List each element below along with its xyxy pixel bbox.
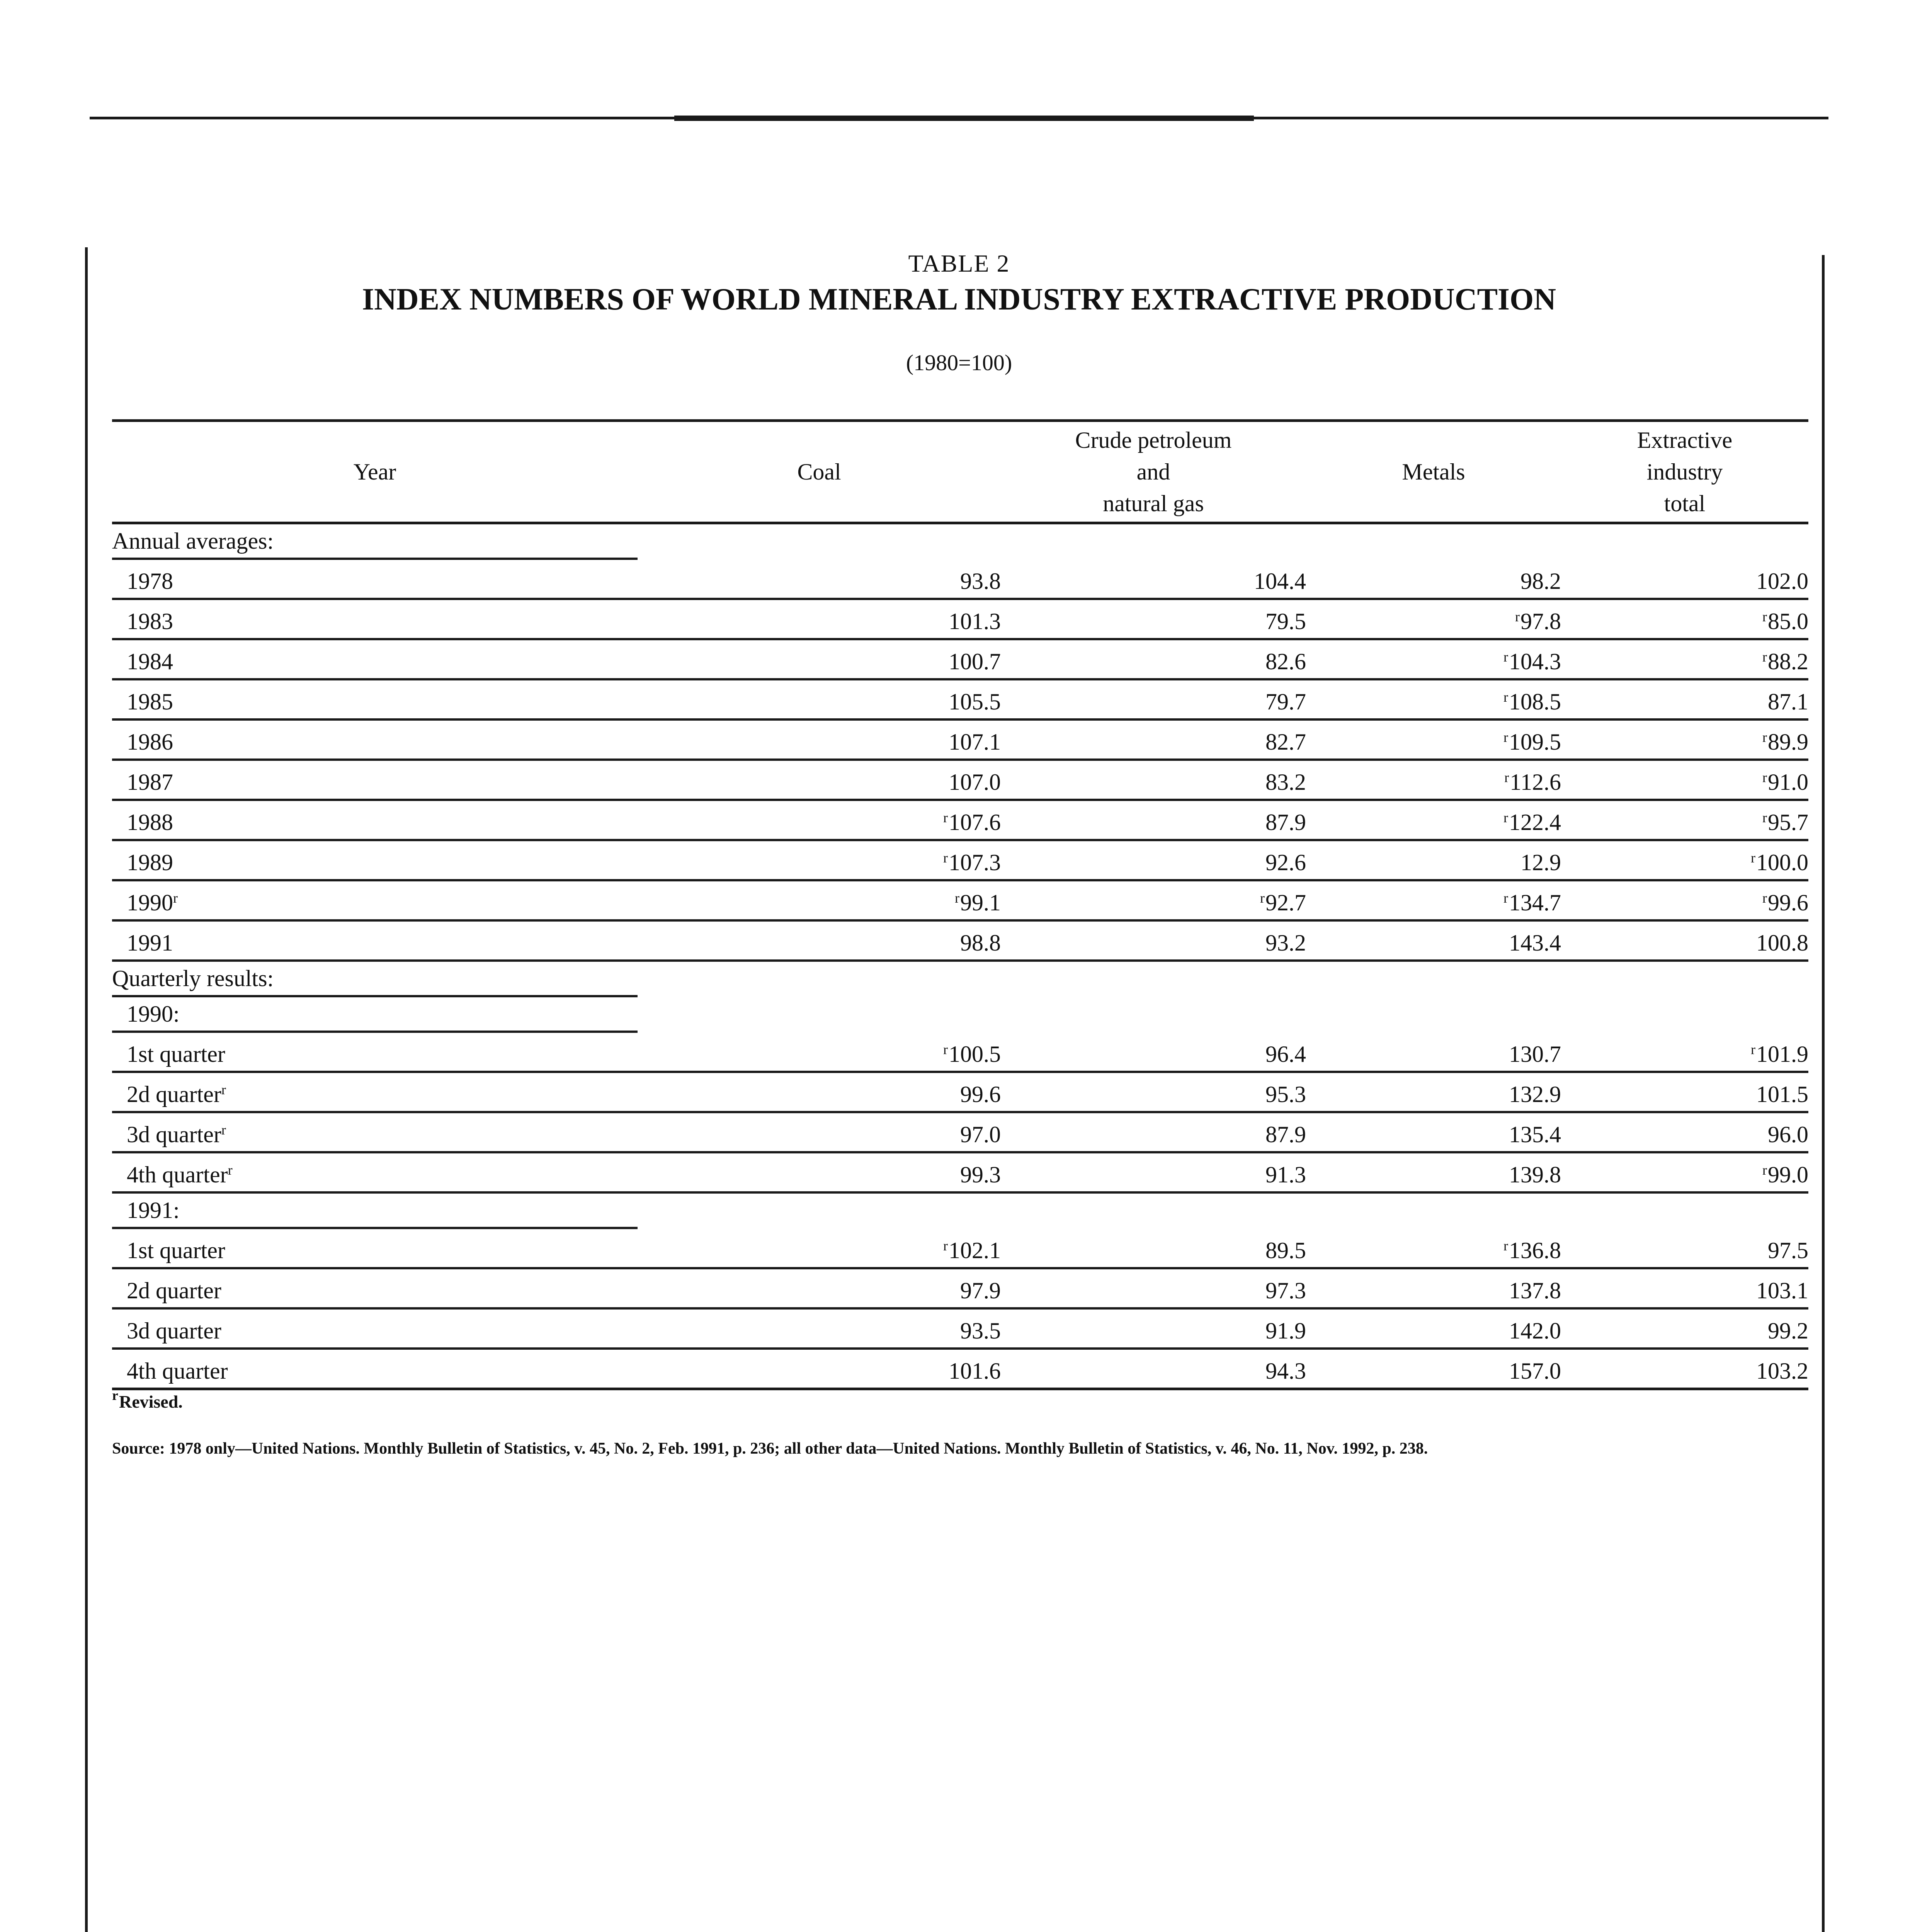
header-metals: Metals: [1306, 421, 1561, 523]
cell-metals-value: 122.4: [1509, 810, 1561, 835]
cell-year-value: 4th quarter: [127, 1358, 228, 1384]
cell-coal-value: 93.5: [960, 1318, 1001, 1344]
cell-year: [112, 1032, 638, 1072]
table-row: [112, 880, 1808, 920]
cell-year-value: 1991: [127, 930, 173, 956]
header-crude: [1001, 421, 1306, 523]
revised-mark: r: [1260, 890, 1265, 906]
cell-crude: [1001, 1072, 1306, 1112]
cell-coal-value: 100.7: [949, 649, 1001, 674]
table-row: [112, 840, 1808, 880]
cell-year: [112, 679, 638, 719]
cell-crude-value: 83.2: [1265, 769, 1306, 795]
section-quarterly-label: Quarterly results:: [112, 961, 638, 996]
revised-mark: r: [1503, 730, 1508, 745]
cell-crude: [1001, 800, 1306, 840]
cell-metals-value: 143.4: [1509, 930, 1561, 956]
section-1990: [112, 996, 1808, 1032]
table-row: [112, 1308, 1808, 1349]
cell-total-value: 85.0: [1768, 609, 1808, 634]
cell-coal: [638, 719, 1001, 760]
cell-total-value: 91.0: [1768, 769, 1808, 795]
table-row: [112, 1072, 1808, 1112]
cell-crude: [1001, 639, 1306, 679]
revised-mark: r: [221, 1082, 226, 1097]
cell-metals: [1306, 1152, 1561, 1192]
cell-metals-value: 97.8: [1520, 609, 1561, 634]
cell-metals: [1306, 559, 1561, 599]
cell-crude-value: 95.3: [1265, 1082, 1306, 1107]
cell-metals-value: 157.0: [1509, 1358, 1561, 1384]
header-year: Year: [112, 421, 638, 523]
footnote: [112, 1387, 183, 1412]
cell-total: [1561, 1152, 1808, 1192]
table-row: [112, 1228, 1808, 1268]
cell-coal: [638, 880, 1001, 920]
revised-mark: r: [221, 1122, 226, 1138]
section-annual-label: Annual averages:: [112, 523, 638, 559]
cell-coal: [638, 760, 1001, 800]
cell-coal: [638, 1112, 1001, 1152]
cell-total: [1561, 639, 1808, 679]
revised-mark: r: [943, 850, 948, 866]
revised-mark: r: [955, 890, 959, 906]
cell-total-value: 95.7: [1768, 810, 1808, 835]
revised-mark: r: [1762, 730, 1767, 745]
cell-metals: [1306, 719, 1561, 760]
cell-metals: [1306, 1349, 1561, 1389]
cell-total-value: 87.1: [1768, 689, 1808, 714]
left-margin-line: [85, 247, 88, 1932]
cell-coal-value: 101.3: [949, 609, 1001, 634]
cell-total-value: 97.5: [1768, 1238, 1808, 1263]
cell-metals: [1306, 800, 1561, 840]
cell-year-value: 1988: [127, 810, 173, 835]
cell-crude-value: 92.7: [1265, 890, 1306, 915]
footnote-mark: r: [112, 1388, 118, 1403]
cell-metals-value: 137.8: [1509, 1278, 1561, 1303]
cell-total: [1561, 1072, 1808, 1112]
table-row: [112, 800, 1808, 840]
table-header-row: [112, 421, 1808, 523]
cell-crude: [1001, 920, 1306, 961]
cell-metals: [1306, 1228, 1561, 1268]
revised-mark: r: [1503, 810, 1508, 825]
cell-total-value: 101.5: [1756, 1082, 1808, 1107]
cell-total: [1561, 719, 1808, 760]
empty-cell: [1001, 1192, 1306, 1228]
cell-crude: [1001, 840, 1306, 880]
table-row: [112, 599, 1808, 639]
cell-metals: [1306, 760, 1561, 800]
empty-cell: [1306, 523, 1561, 559]
top-rule-heavy-segment: [674, 116, 1254, 121]
cell-metals: [1306, 599, 1561, 639]
cell-coal: [638, 1308, 1001, 1349]
cell-metals: [1306, 679, 1561, 719]
cell-total-value: 103.2: [1756, 1358, 1808, 1384]
cell-coal: [638, 1268, 1001, 1308]
cell-coal: [638, 1072, 1001, 1112]
cell-total: [1561, 800, 1808, 840]
cell-total-value: 101.9: [1756, 1041, 1808, 1067]
cell-metals-value: 132.9: [1509, 1082, 1561, 1107]
cell-year-value: 2d quarter: [127, 1082, 221, 1107]
empty-cell: [1561, 523, 1808, 559]
cell-total: [1561, 1308, 1808, 1349]
cell-crude-value: 82.7: [1265, 729, 1306, 755]
cell-crude-value: 87.9: [1265, 810, 1306, 835]
empty-cell: [1001, 961, 1306, 996]
section-1991: [112, 1192, 1808, 1228]
revised-mark: r: [943, 1042, 948, 1057]
cell-total: [1561, 1032, 1808, 1072]
table-row: [112, 1152, 1808, 1192]
header-crude-line2: and: [1136, 459, 1170, 485]
cell-year: [112, 719, 638, 760]
empty-cell: [638, 961, 1001, 996]
cell-year-value: 1st quarter: [127, 1238, 225, 1263]
cell-total-value: 99.0: [1768, 1162, 1808, 1187]
cell-coal-value: 100.5: [949, 1041, 1001, 1067]
revised-mark: r: [1762, 890, 1767, 906]
cell-year-value: 1st quarter: [127, 1041, 225, 1067]
cell-coal: [638, 559, 1001, 599]
cell-coal-value: 99.3: [960, 1162, 1001, 1187]
revised-mark: r: [1751, 850, 1755, 866]
cell-total-value: 100.8: [1756, 930, 1808, 956]
empty-cell: [638, 996, 1001, 1032]
cell-metals-value: 134.7: [1509, 890, 1561, 915]
table-row: [112, 1268, 1808, 1308]
cell-metals-value: 139.8: [1509, 1162, 1561, 1187]
cell-total: [1561, 599, 1808, 639]
cell-coal-value: 99.1: [960, 890, 1001, 915]
cell-metals-value: 104.3: [1509, 649, 1561, 674]
revised-mark: r: [943, 1238, 948, 1253]
cell-total-value: 99.6: [1768, 890, 1808, 915]
empty-cell: [1561, 1192, 1808, 1228]
cell-coal-value: 102.1: [949, 1238, 1001, 1263]
cell-year-value: 1983: [127, 609, 173, 634]
cell-total: [1561, 559, 1808, 599]
cell-crude: [1001, 559, 1306, 599]
cell-metals: [1306, 1268, 1561, 1308]
cell-total: [1561, 679, 1808, 719]
empty-cell: [638, 523, 1001, 559]
cell-crude: [1001, 760, 1306, 800]
cell-crude-value: 79.5: [1265, 609, 1306, 634]
cell-metals: [1306, 1112, 1561, 1152]
cell-year: [112, 840, 638, 880]
empty-cell: [1001, 523, 1306, 559]
header-total-line2: industry: [1646, 459, 1723, 485]
cell-year: [112, 800, 638, 840]
cell-crude-value: 96.4: [1265, 1041, 1306, 1067]
cell-total: [1561, 1349, 1808, 1389]
empty-cell: [1306, 1192, 1561, 1228]
cell-total: [1561, 880, 1808, 920]
cell-coal: [638, 920, 1001, 961]
cell-coal: [638, 1032, 1001, 1072]
revised-mark: r: [1762, 810, 1767, 825]
cell-total: [1561, 920, 1808, 961]
cell-crude: [1001, 679, 1306, 719]
cell-crude: [1001, 719, 1306, 760]
index-numbers-table: [112, 419, 1808, 1390]
cell-metals-value: 135.4: [1509, 1122, 1561, 1147]
table-row: [112, 1032, 1808, 1072]
cell-metals-value: 142.0: [1509, 1318, 1561, 1344]
cell-crude-value: 93.2: [1265, 930, 1306, 956]
cell-coal-value: 101.6: [949, 1358, 1001, 1384]
cell-coal: [638, 1152, 1001, 1192]
cell-year: [112, 1112, 638, 1152]
cell-crude-value: 89.5: [1265, 1238, 1306, 1263]
cell-coal-value: 107.6: [949, 810, 1001, 835]
revised-mark: r: [173, 890, 178, 906]
cell-coal-value: 98.8: [960, 930, 1001, 956]
cell-crude-value: 104.4: [1254, 568, 1306, 594]
revised-mark: r: [1762, 770, 1767, 785]
cell-coal-value: 97.0: [960, 1122, 1001, 1147]
revised-mark: r: [1751, 1042, 1755, 1057]
cell-year-value: 1990: [127, 890, 173, 915]
cell-total-value: 89.9: [1768, 729, 1808, 755]
revised-mark: r: [1762, 609, 1767, 624]
empty-cell: [1306, 961, 1561, 996]
cell-year: [112, 559, 638, 599]
cell-crude: [1001, 1268, 1306, 1308]
cell-metals: [1306, 880, 1561, 920]
revised-mark: r: [1515, 609, 1520, 624]
right-margin-line: [1822, 255, 1825, 1932]
revised-mark: r: [228, 1162, 233, 1178]
cell-crude-value: 92.6: [1265, 850, 1306, 875]
cell-crude-value: 87.9: [1265, 1122, 1306, 1147]
cell-crude: [1001, 1308, 1306, 1349]
cell-coal: [638, 840, 1001, 880]
revised-mark: r: [1504, 770, 1509, 785]
section-quarterly: [112, 961, 1808, 996]
cell-year: [112, 1072, 638, 1112]
header-total: [1561, 421, 1808, 523]
section-1991-label: 1991:: [112, 1192, 638, 1228]
cell-crude: [1001, 1349, 1306, 1389]
cell-crude: [1001, 1032, 1306, 1072]
revised-mark: r: [1503, 689, 1508, 705]
source-note: Source: 1978 only—United Nations. Monthly Bulletin of Statistics, v. 45, No. 2, Feb. 1991, p. 236; all other data—United Nations. Monthly Bulletin of Statistics, v. 46, No. 11, Nov. 1992, p. 238.: [112, 1440, 1428, 1458]
cell-coal-value: 93.8: [960, 568, 1001, 594]
cell-year: [112, 599, 638, 639]
header-crude-line1: Crude petroleum: [1075, 427, 1232, 453]
cell-year-value: 4th quarter: [127, 1162, 228, 1187]
table-title: INDEX NUMBERS OF WORLD MINERAL INDUSTRY EXTRACTIVE PRODUCTION: [362, 282, 1556, 316]
cell-coal: [638, 800, 1001, 840]
header-total-line3: total: [1664, 491, 1706, 516]
cell-year-value: 1989: [127, 850, 173, 875]
empty-cell: [1001, 996, 1306, 1032]
section-1990-label: 1990:: [112, 996, 638, 1032]
cell-year-value: 3d quarter: [127, 1318, 221, 1344]
cell-coal-value: 97.9: [960, 1278, 1001, 1303]
cell-year: [112, 920, 638, 961]
cell-year-value: 1978: [127, 568, 173, 594]
cell-crude: [1001, 1112, 1306, 1152]
cell-metals: [1306, 920, 1561, 961]
cell-year-value: 1986: [127, 729, 173, 755]
cell-crude: [1001, 599, 1306, 639]
cell-year-value: 1984: [127, 649, 173, 674]
table-label: TABLE 2: [908, 250, 1010, 277]
cell-year: [112, 1228, 638, 1268]
cell-metals: [1306, 1308, 1561, 1349]
cell-coal: [638, 639, 1001, 679]
cell-crude-value: 94.3: [1265, 1358, 1306, 1384]
cell-coal: [638, 1228, 1001, 1268]
cell-crude-value: 91.9: [1265, 1318, 1306, 1344]
cell-coal: [638, 679, 1001, 719]
cell-year: [112, 1308, 638, 1349]
table-row: [112, 719, 1808, 760]
revised-mark: r: [1503, 1238, 1508, 1253]
cell-crude-value: 97.3: [1265, 1278, 1306, 1303]
cell-metals: [1306, 840, 1561, 880]
revised-mark: r: [1503, 890, 1508, 906]
cell-metals-value: 12.9: [1520, 850, 1561, 875]
header-crude-line3: natural gas: [1103, 491, 1204, 516]
empty-cell: [1306, 996, 1561, 1032]
cell-total-value: 99.2: [1768, 1318, 1808, 1344]
cell-metals-value: 98.2: [1520, 568, 1561, 594]
header-coal: Coal: [638, 421, 1001, 523]
cell-crude: [1001, 880, 1306, 920]
cell-year-value: 2d quarter: [127, 1278, 221, 1303]
cell-metals-value: 108.5: [1509, 689, 1561, 714]
cell-crude: [1001, 1228, 1306, 1268]
cell-coal-value: 107.3: [949, 850, 1001, 875]
cell-year-value: 3d quarter: [127, 1122, 221, 1147]
table-row: [112, 1112, 1808, 1152]
table-row: [112, 679, 1808, 719]
cell-total: [1561, 1268, 1808, 1308]
header-total-line1: Extractive: [1637, 427, 1733, 453]
cell-total-value: 100.0: [1756, 850, 1808, 875]
cell-metals-value: 136.8: [1509, 1238, 1561, 1263]
revised-mark: r: [1503, 649, 1508, 665]
cell-metals: [1306, 1072, 1561, 1112]
cell-coal-value: 107.1: [949, 729, 1001, 755]
cell-coal-value: 105.5: [949, 689, 1001, 714]
cell-coal: [638, 1349, 1001, 1389]
revised-mark: r: [1762, 1162, 1767, 1178]
revised-mark: r: [943, 810, 948, 825]
cell-crude-value: 79.7: [1265, 689, 1306, 714]
empty-cell: [638, 1192, 1001, 1228]
cell-total: [1561, 1228, 1808, 1268]
table-row: [112, 559, 1808, 599]
revised-mark: r: [1762, 649, 1767, 665]
table-row: [112, 639, 1808, 679]
cell-coal-value: 107.0: [949, 769, 1001, 795]
cell-crude-value: 82.6: [1265, 649, 1306, 674]
empty-cell: [1561, 996, 1808, 1032]
cell-metals-value: 112.6: [1510, 769, 1561, 795]
table-row: [112, 760, 1808, 800]
cell-year: [112, 1349, 638, 1389]
cell-total-value: 103.1: [1756, 1278, 1808, 1303]
cell-metals-value: 130.7: [1509, 1041, 1561, 1067]
cell-metals: [1306, 1032, 1561, 1072]
cell-coal: [638, 599, 1001, 639]
cell-year: [112, 760, 638, 800]
cell-total-value: 102.0: [1756, 568, 1808, 594]
table-row: [112, 1349, 1808, 1389]
cell-year-value: 1985: [127, 689, 173, 714]
cell-year: [112, 1268, 638, 1308]
cell-year-value: 1987: [127, 769, 173, 795]
cell-crude-value: 91.3: [1265, 1162, 1306, 1187]
cell-coal-value: 99.6: [960, 1082, 1001, 1107]
cell-total-value: 96.0: [1768, 1122, 1808, 1147]
empty-cell: [1561, 961, 1808, 996]
footnote-text: Revised.: [119, 1392, 183, 1412]
table-base-note: (1980=100): [906, 350, 1012, 375]
cell-crude: [1001, 1152, 1306, 1192]
cell-year: [112, 880, 638, 920]
cell-year: [112, 639, 638, 679]
cell-metals-value: 109.5: [1509, 729, 1561, 755]
cell-metals: [1306, 639, 1561, 679]
cell-total-value: 88.2: [1768, 649, 1808, 674]
cell-total: [1561, 1112, 1808, 1152]
section-annual: [112, 523, 1808, 559]
cell-year: [112, 1152, 638, 1192]
cell-total: [1561, 840, 1808, 880]
table-row: [112, 920, 1808, 961]
cell-total: [1561, 760, 1808, 800]
